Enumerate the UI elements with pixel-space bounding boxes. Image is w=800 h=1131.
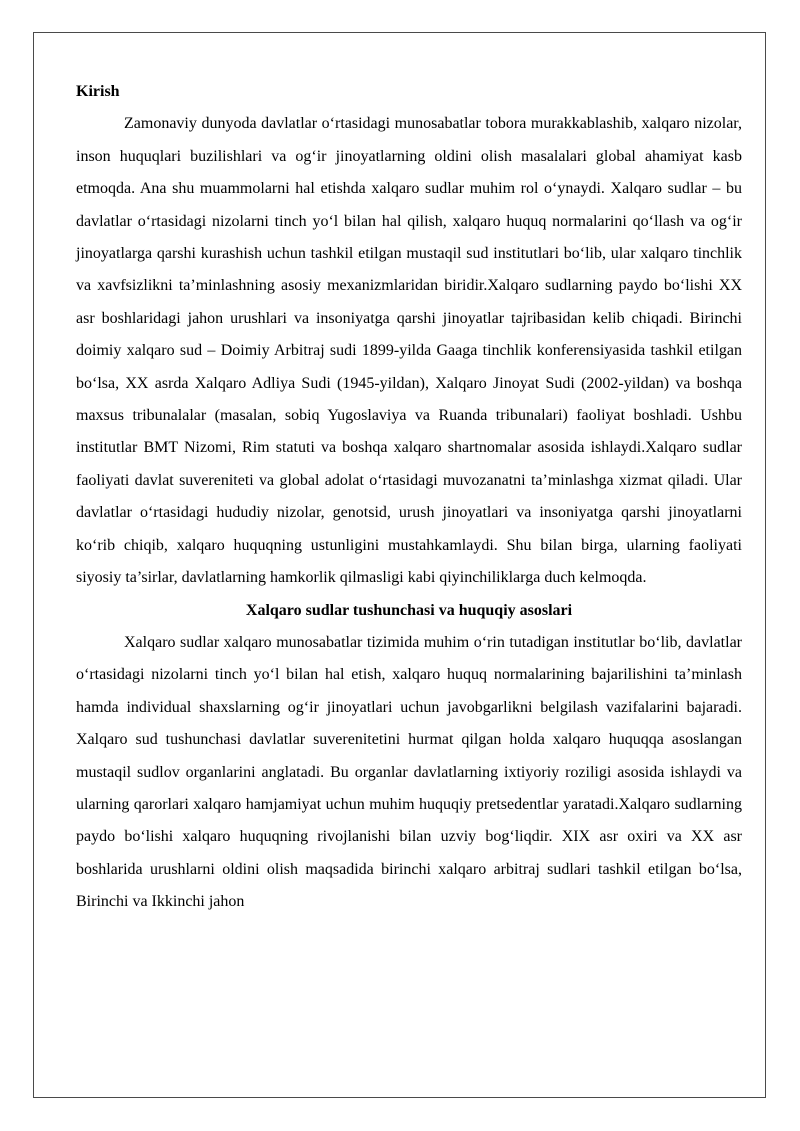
intro-paragraph: Zamonaviy dunyoda davlatlar o‘rtasidagi munosabatlar tobora murakkablashib, xalqaro nizolar, inson huquqlari buzilishlari va og‘ir jinoyatlarning oldini olish masalalari global ahamiyat kasb etmoqda. Ana shu muammolarni hal etishda xalqaro sudlar muhim rol o‘ynaydi. Xalqaro sudlar – bu davlatlar o‘rtasidagi nizolarni tinch yo‘l bilan hal qilish, xalqaro huquq normalarini qo‘llash va og‘ir jinoyatlarga qarshi kurashish uchun tashkil etilgan mustaqil sud institutlari bo‘lib, ular xalqaro tinchlik va xavfsizlikni ta’minlashning asosiy mexanizmlaridan biridir.Xalqaro sudlarning paydo bo‘lishi XX asr boshlaridagi jahon urushlari va insoniyatga qarshi jinoyatlar tajribasidan kelib chiqadi. Birinchi doimiy xalqaro sud – Doimiy Arbitraj sudi 1899-yilda Gaaga tinchlik konferensiyasida tashkil etilgan bo‘lsa, XX asrda Xalqaro Adliya Sudi (1945-yildan), Xalqaro Jinoyat Sudi (2002-yildan) va boshqa maxsus tribunalalar (masalan, sobiq Yugoslaviya va Ruanda tribunalari) faoliyat boshladi. Ushbu institutlar BMT Nizomi, Rim statuti va boshqa xalqaro shartnomalar asosida ishlaydi.Xalqaro sudlar faoliyati davlat suvereniteti va global adolat o‘rtasidagi muvozanatni ta’minlashga xizmat qiladi. Ular davlatlar o‘rtasidagi hududiy nizolar, genotsid, urush jinoyatlari va insoniyatga qarshi jinoyatlarni ko‘rib chiqib, xalqaro huquqning ustunligini mustahkamlaydi. Shu bilan birga, ularning faoliyati siyosiy ta’sirlar, davlatlarning hamkorlik qilmasligi kabi qiyinchiliklarga duch kelmoqda.	[76, 115, 742, 587]
section-paragraph: Xalqaro sudlar xalqaro munosabatlar tizimida muhim o‘rin tutadigan institutlar bo‘lib, davlatlar o‘rtasidagi nizolarni tinch yo‘l bilan hal etish, xalqaro huquq normalarining bajarilishini ta’minlash hamda individual shaxslarning og‘ir jinoyatlari uchun javobgarlikni belgilash vazifalarini bajaradi. Xalqaro sud tushunchasi davlatlar suverenitetini hurmat qilgan holda xalqaro huquqqa asoslangan mustaqil sudlov organlarini anglatadi. Bu organlar davlatlarning ixtiyoriy roziligi asosida ishlaydi va ularning qarorlari xalqaro hamjamiyat uchun muhim huquqiy pretsedentlar yaratadi.Xalqaro sudlarning paydo bo‘lishi xalqaro huquqning rivojlanishi bilan uzviy bog‘liqdir. XIX asr oxiri va XX asr boshlarida urushlarni oldini olish maqsadida birinchi xalqaro arbitraj sudlari tashkil etilgan bo‘lsa, Birinchi va Ikkinchi jahon	[76, 633, 742, 911]
section-heading: Xalqaro sudlar tushunchasi va huquqiy asoslari	[245, 601, 573, 619]
intro-heading: Kirish	[76, 83, 120, 100]
document-body	[76, 76, 742, 919]
